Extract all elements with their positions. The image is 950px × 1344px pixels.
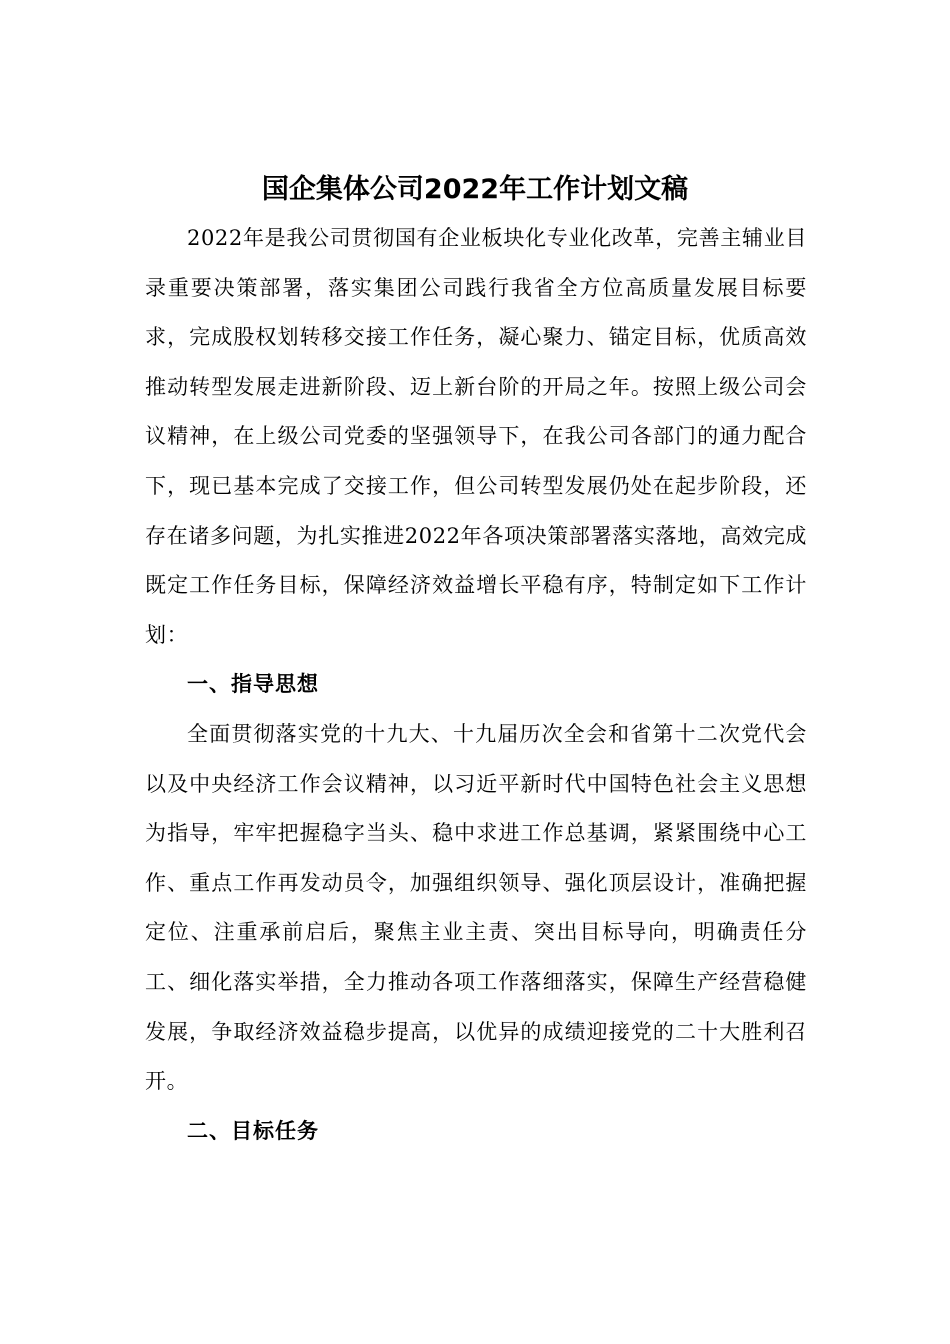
section-heading-guiding-ideology: 一、指导思想	[187, 672, 319, 696]
guiding-ideology-paragraph: 全面贯彻落实党的十九大、十九届历次全会和省第十二次党代会以及中央经济工作会议精神，以习近平新时代中国特色社会主义思想为指导，牢牢把握稳字当头、稳中求进工作总基调，紧紧围绕中心工作、重点工作再发动员令，加强组织领导、强化顶层设计，准确把握定位、注重承前启后，聚焦主业主责、突出目标导向，明确责任分工、细化落实举措，全力推动各项工作落细落实，保障生产经营稳健发展，争取经济效益稳步提高，以优异的成绩迎接党的二十大胜利召开。	[145, 722, 807, 1094]
section-heading-objectives: 二、目标任务	[187, 1119, 319, 1143]
intro-paragraph: 2022年是我公司贯彻国有企业板块化专业化改革，完善主辅业目录重要决策部署，落实集团公司践行我省全方位高质量发展目标要求，完成股权划转移交接工作任务，凝心聚力、锚定目标，优质高效推动转型发展走进新阶段、迈上新台阶的开局之年。按照上级公司会议精神，在上级公司党委的坚强领导下，在我公司各部门的通力配合下，现已基本完成了交接工作，但公司转型发展仍处在起步阶段，还存在诸多问题，为扎实推进2022年各项决策部署落实落地，高效完成既定工作任务目标，保障经济效益增长平稳有序，特制定如下工作计划：	[145, 226, 807, 647]
document-title: 国企集体公司2022年工作计划文稿	[261, 174, 689, 206]
